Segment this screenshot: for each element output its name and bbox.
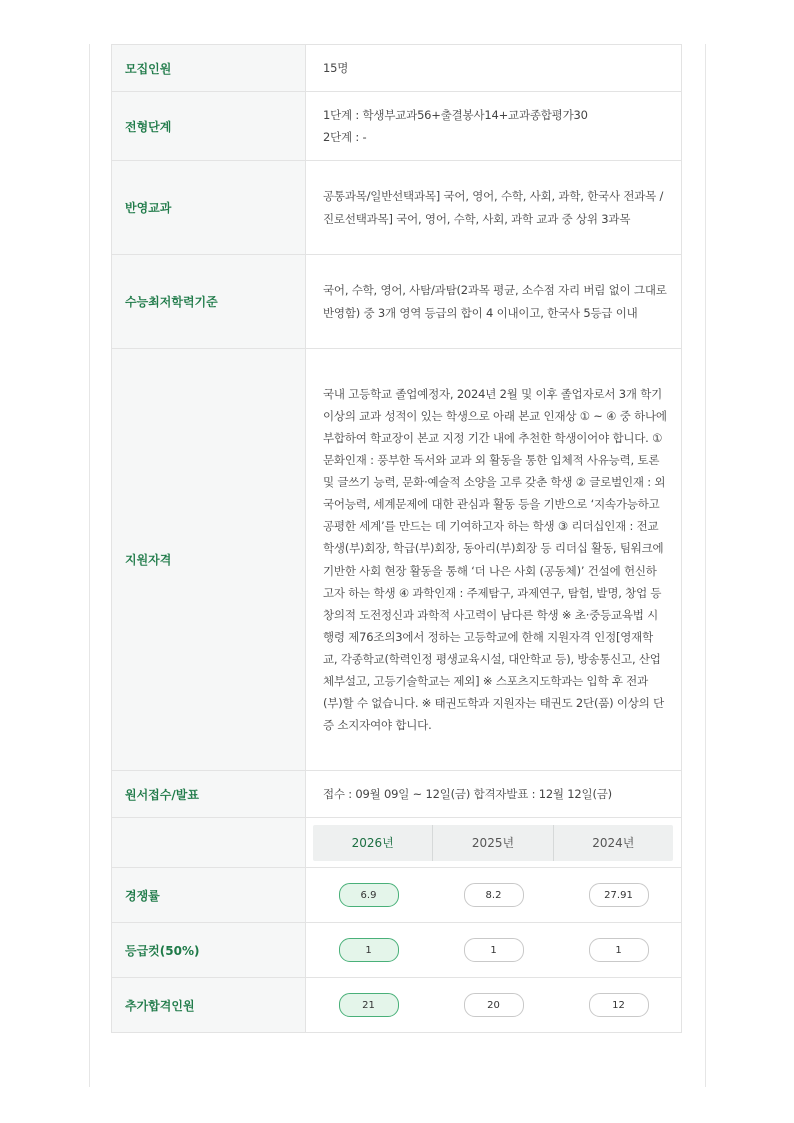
grade-cut-2024-badge: 1 <box>589 938 649 962</box>
table-row <box>112 349 682 771</box>
competition-2025-badge: 8.2 <box>464 883 524 907</box>
year-header-row <box>112 818 682 868</box>
left-frame-line <box>89 44 90 1087</box>
stat-label-additional: 추가합격인원 <box>112 978 306 1033</box>
stat-row-grade-cut <box>112 923 682 978</box>
additional-2024-badge: 12 <box>589 993 649 1017</box>
competition-2026-badge: 6.9 <box>339 883 399 907</box>
stat-row-additional <box>112 978 682 1033</box>
year-tabs <box>313 825 673 861</box>
year-2026: 2026년 <box>351 836 394 850</box>
row-label-stages: 전형단계 <box>112 92 306 161</box>
stat-row-competition <box>112 868 682 923</box>
year-2024: 2024년 <box>553 825 673 861</box>
year-2025: 2025년 <box>432 825 552 861</box>
stat-label-competition: 경쟁률 <box>112 868 306 923</box>
table-row <box>112 161 682 255</box>
grade-cut-2026-badge: 1 <box>339 938 399 962</box>
admission-info-table <box>111 44 682 1033</box>
row-label-application: 원서접수/발표 <box>112 771 306 818</box>
table-row <box>112 45 682 92</box>
year-header-empty <box>112 818 306 868</box>
row-value-csat-minimum: 국어, 수학, 영어, 사탐/과탐(2과목 평균, 소수점 자리 버림 없이 그대로 반영함) 중 3개 영역 등급의 합이 4 이내이고, 한국사 5등급 이내 <box>306 255 682 349</box>
row-label-subjects: 반영교과 <box>112 161 306 255</box>
stat-label-grade-cut: 등급컷(50%) <box>112 923 306 978</box>
additional-2026-badge: 21 <box>339 993 399 1017</box>
table-row <box>112 92 682 161</box>
row-value-recruitment: 15명 <box>306 45 682 92</box>
row-label-eligibility: 지원자격 <box>112 349 306 771</box>
row-label-csat-minimum: 수능최저학력기준 <box>112 255 306 349</box>
table-row <box>112 771 682 818</box>
row-label-recruitment: 모집인원 <box>112 45 306 92</box>
additional-2025-badge: 20 <box>464 993 524 1017</box>
competition-2024-badge: 27.91 <box>589 883 649 907</box>
row-value-eligibility: 국내 고등학교 졸업예정자, 2024년 2월 및 이후 졸업자로서 3개 학기 이상의 교과 성적이 있는 학생으로 아래 본교 인재상 ① ~ ④ 중 하나에 부합하여 학교장이 본교 지정 기간 내에 추천한 학생이어야 합니다. ① 문화인재 : 풍부한 독서와 교과 외 활동을 통한 입체적 사유능력, 토론 및 글쓰기 능력, 문화·예술적 소양을 고루 갖춘 학생 ② 글로벌인재 : 외국어능력, 세계문제에 대한 관심과 활동 등을 기반으로 ‘지속가능하고 공평한 세계’를 만드는 데 기여하고자 하는 학생 ③ 리더십인재 : 전교학생(부)회장, 학급(부)회장, 동아리(부)회장 등 리더십 활동, 팀워크에 기반한 사회 현장 활동을 통해 ‘더 나은 사회 (공동체)’ 건설에 헌신하고자 하는 학생 ④ 과학인재 : 주제탐구, 과제연구, 탐험, 발명, 창업 등 창의적 도전정신과 과학적 사고력이 남다른 학생 ※ 초·중등교육법 시행령 제76조의3에서 정하는 고등학교에 한해 지원자격 인정[영재학교, 각종학교(학력인정 평생교육시설, 대안학교 등), 방송통신고, 산업체부설고, 고등기술학교는 제외] ※ 스포츠지도학과는 입학 후 전과(부)할 수 없습니다. ※ 태권도학과 지원자는 태권도 2단(품) 이상의 단증 소지자여야 합니다. <box>306 349 682 771</box>
row-value-application: 접수 : 09월 09일 ~ 12일(금) 합격자발표 : 12월 12일(금) <box>306 771 682 818</box>
grade-cut-2025-badge: 1 <box>464 938 524 962</box>
row-value-subjects: 공통과목/일반선택과목] 국어, 영어, 수학, 사회, 과학, 한국사 전과목 / 진로선택과목] 국어, 영어, 수학, 사회, 과학 교과 중 상위 3과목 <box>306 161 682 255</box>
table-row <box>112 255 682 349</box>
row-value-stages: 1단계 : 학생부교과56+출결봉사14+교과종합평가30 2단계 : - <box>306 92 682 161</box>
right-frame-line <box>705 44 706 1087</box>
